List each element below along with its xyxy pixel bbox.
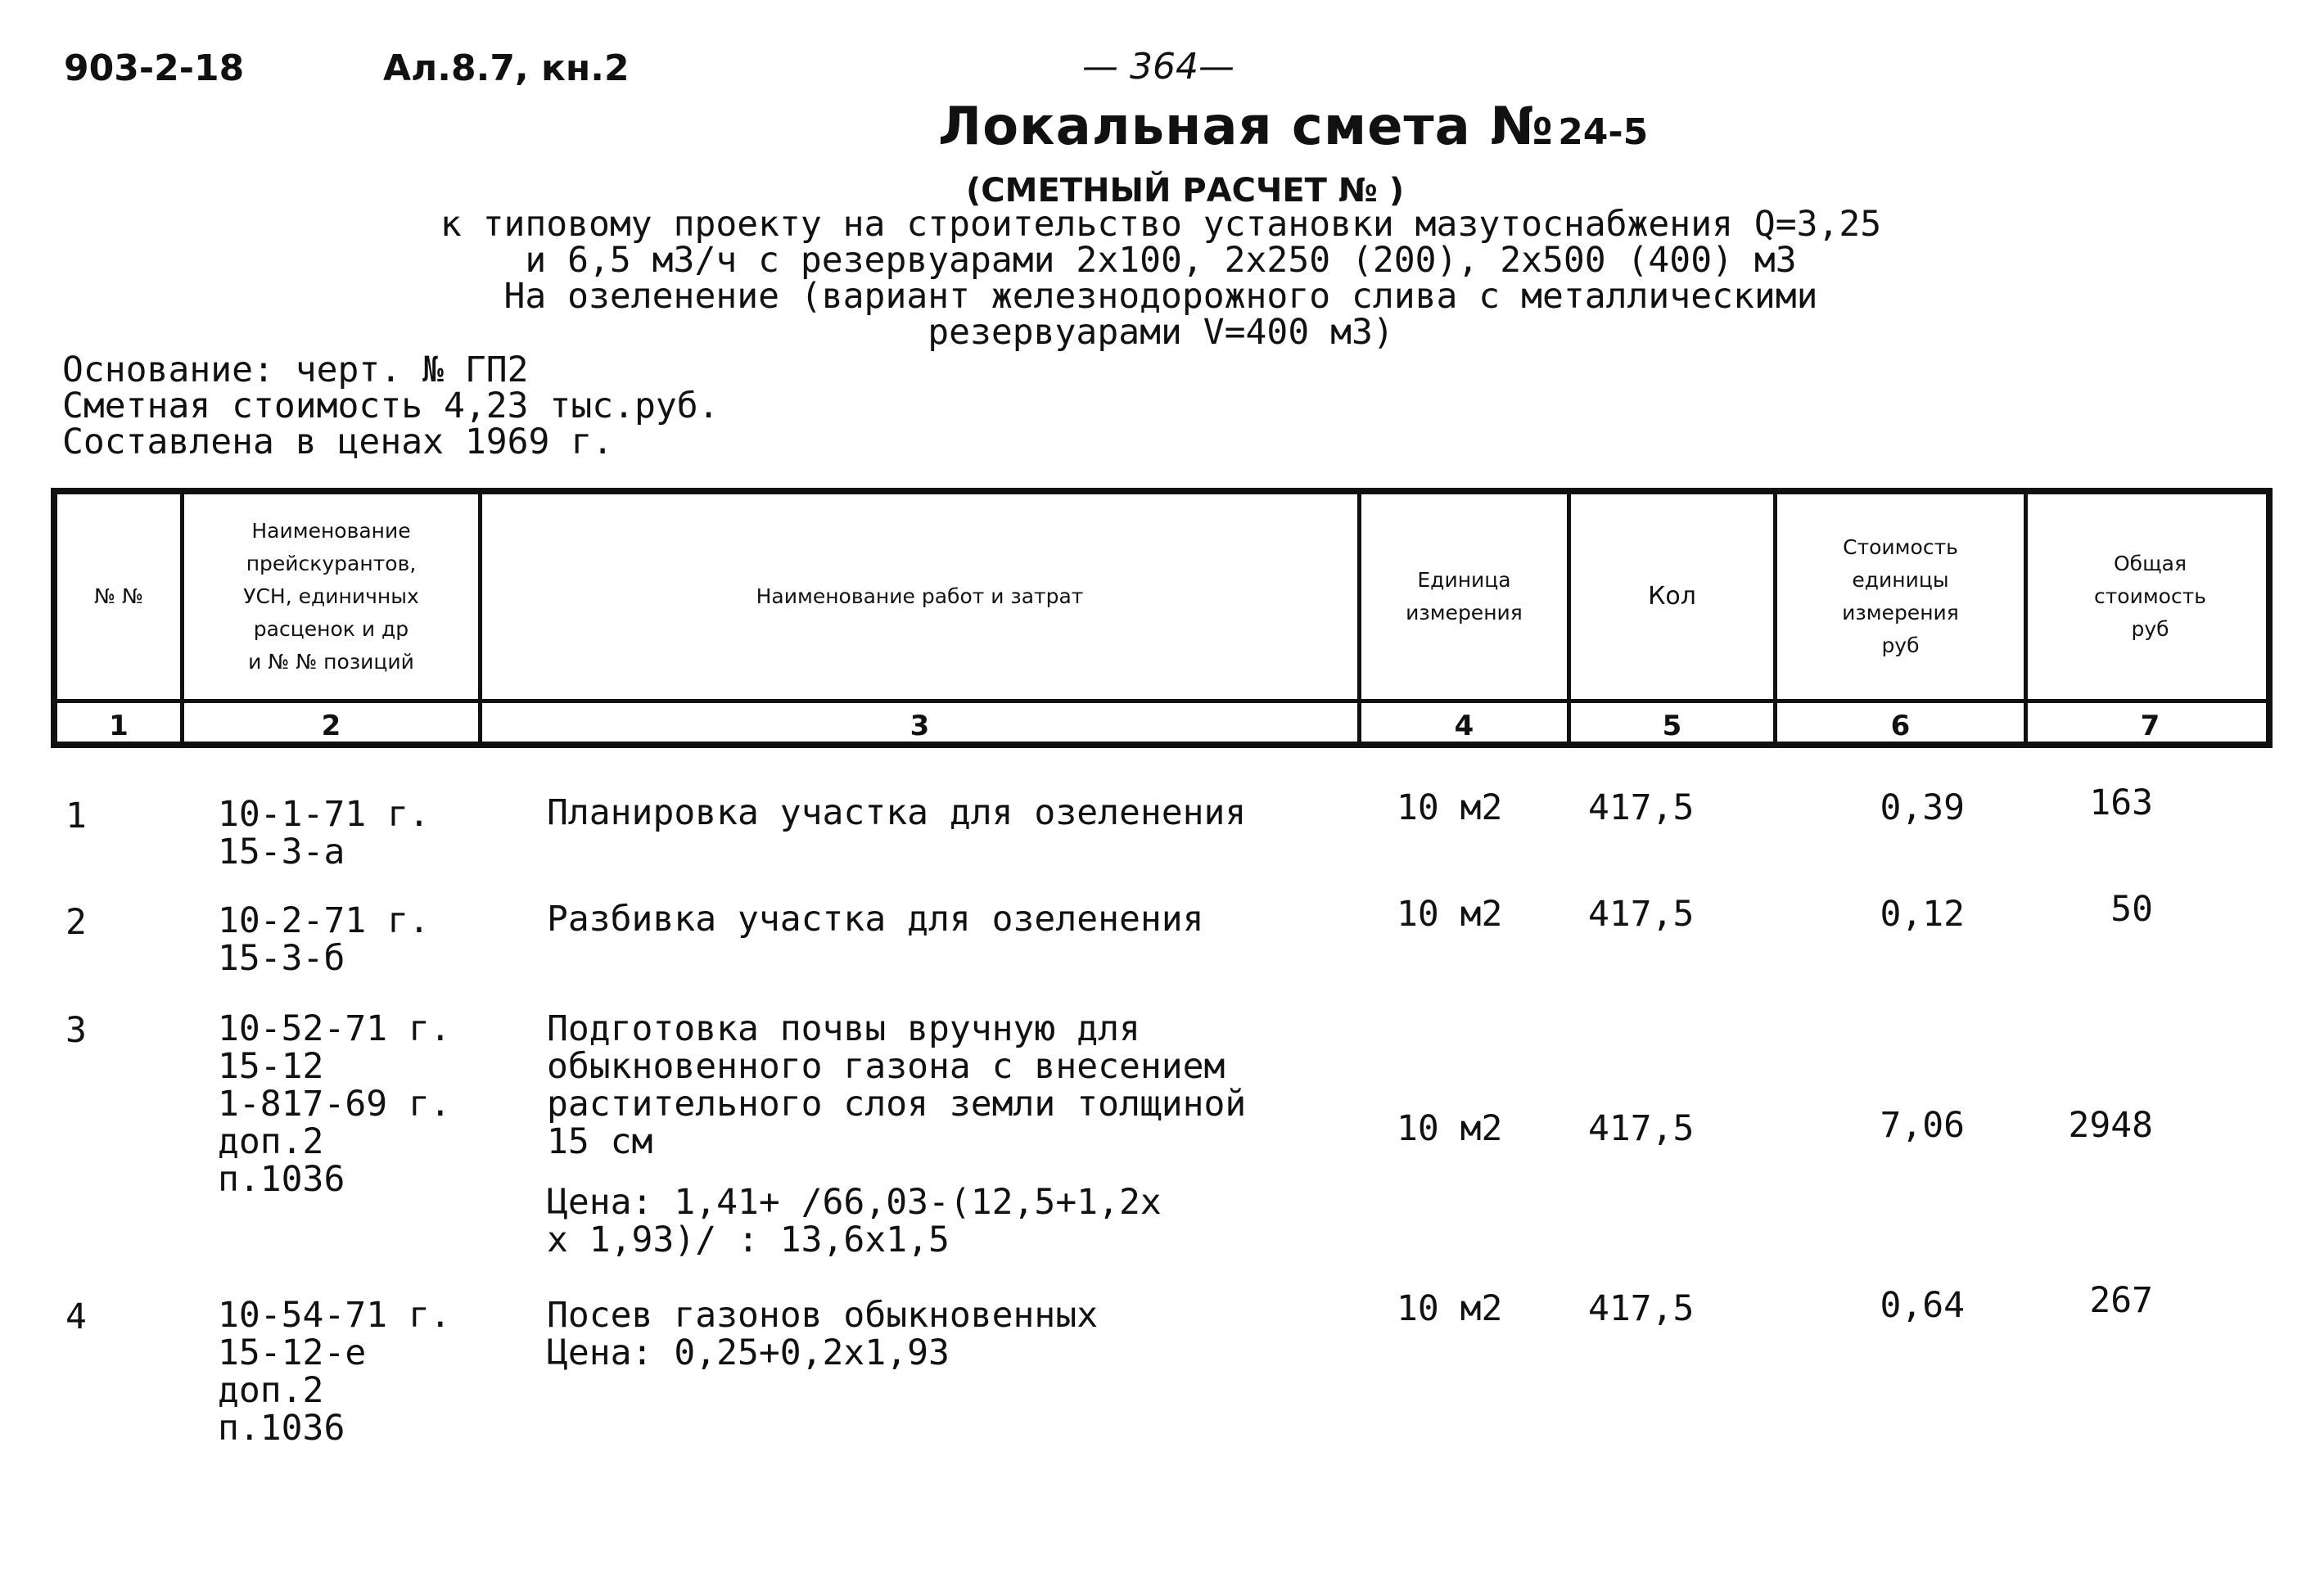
row-quantity: 417,5	[1588, 787, 1695, 828]
column-number: 2	[321, 709, 341, 742]
row-quantity: 417,5	[1588, 1108, 1695, 1149]
column-number: 4	[1454, 709, 1474, 742]
row-unit: 10 м2	[1397, 787, 1503, 828]
row-quantity: 417,5	[1588, 894, 1695, 935]
row-work: Посев газонов обыкновенных Цена: 0,25+0,2х1,93	[547, 1295, 1099, 1373]
column-number: 1	[109, 709, 129, 742]
prices-line: Составлена в ценах 1969 г.	[62, 422, 614, 462]
row-unit-cost: 0,64	[1880, 1285, 1965, 1326]
row-work: Подготовка почвы вручную для обыкновенного газона с внесением растительного слоя земли толщиной 15 см	[547, 1008, 1247, 1162]
row-total-cost: 50	[2110, 889, 2153, 930]
cost-line: Сметная стоимость 4,23 тыс.руб.	[62, 385, 720, 426]
document-code: 903-2-18	[64, 47, 245, 89]
description-line: резервуарами V=400 м3)	[928, 312, 1394, 353]
row-work: Разбивка участка для озеленения	[547, 899, 1204, 940]
calculation-subtitle: (СМЕТНЫЙ РАСЧЕТ № )	[966, 172, 1405, 210]
column-header-unit-cost: Стоимость единицы измерения руб	[1842, 535, 1959, 657]
row-reference: 10-2-71 г. 15-3-б	[218, 900, 430, 979]
row-unit-cost: 7,06	[1880, 1105, 1965, 1146]
row-work: Планировка участка для озеленения	[547, 792, 1247, 833]
project-description	[342, 204, 1979, 353]
column-header-quantity: Кол	[1648, 582, 1696, 611]
row-unit: 10 м2	[1397, 1288, 1503, 1329]
estimate-meta	[62, 349, 720, 462]
row-total-cost: 163	[2089, 782, 2153, 823]
estimate-title	[938, 97, 1648, 157]
column-header-total-cost: Общая стоимость руб	[2093, 552, 2207, 641]
column-header-work: Наименование работ и затрат	[756, 584, 1084, 608]
row-total-cost: 2948	[2068, 1105, 2153, 1146]
album-reference: Ал.8.7, кн.2	[383, 47, 630, 89]
row-unit: 10 м2	[1397, 894, 1503, 935]
row-unit-cost: 0,39	[1880, 787, 1965, 828]
row-reference: 10-54-71 г. 15-12-е доп.2 п.1036	[218, 1295, 451, 1449]
page-number: — 364—	[1082, 46, 1234, 88]
description-line: к типовому проекту на строительство установки мазутоснабжения Q=3,25	[440, 204, 1882, 245]
column-number: 6	[1890, 709, 1911, 742]
row-reference: 10-1-71 г. 15-3-а	[218, 794, 430, 872]
column-number: 3	[909, 709, 930, 742]
estimate-number: 24-5	[1558, 111, 1649, 153]
row-reference: 10-52-71 г. 15-12 1-817-69 г. доп.2 п.1036	[218, 1008, 451, 1200]
row-number: 3	[65, 1010, 87, 1051]
basis-line: Основание: черт. № ГП2	[62, 349, 529, 390]
estimate-title-text: Локальная смета №	[938, 97, 1555, 157]
column-header-number: № №	[94, 584, 143, 608]
row-quantity: 417,5	[1588, 1288, 1695, 1329]
row-unit: 10 м2	[1397, 1108, 1503, 1149]
row-total-cost: 267	[2089, 1280, 2153, 1321]
column-number: 7	[2140, 709, 2160, 742]
column-header-unit: Единица измерения	[1406, 568, 1523, 624]
table-header	[51, 488, 2273, 748]
row-number: 2	[65, 902, 87, 943]
row-price-formula: Цена: 1,41+ /66,03-(12,5+1,2х х 1,93)/ : 13,6х1,5	[547, 1182, 1162, 1260]
row-unit-cost: 0,12	[1880, 894, 1965, 935]
row-number: 4	[65, 1296, 87, 1337]
column-header-reference: Наименование прейскурантов, УСН, единичных расценок и др и № № позиций	[243, 519, 419, 674]
description-line: На озеленение (вариант железнодорожного слива с металлическими	[503, 276, 1818, 317]
description-line: и 6,5 м3/ч с резервуарами 2х100, 2х250 (200), 2х500 (400) м3	[525, 240, 1797, 281]
row-number: 1	[65, 796, 87, 836]
column-number: 5	[1662, 709, 1682, 742]
